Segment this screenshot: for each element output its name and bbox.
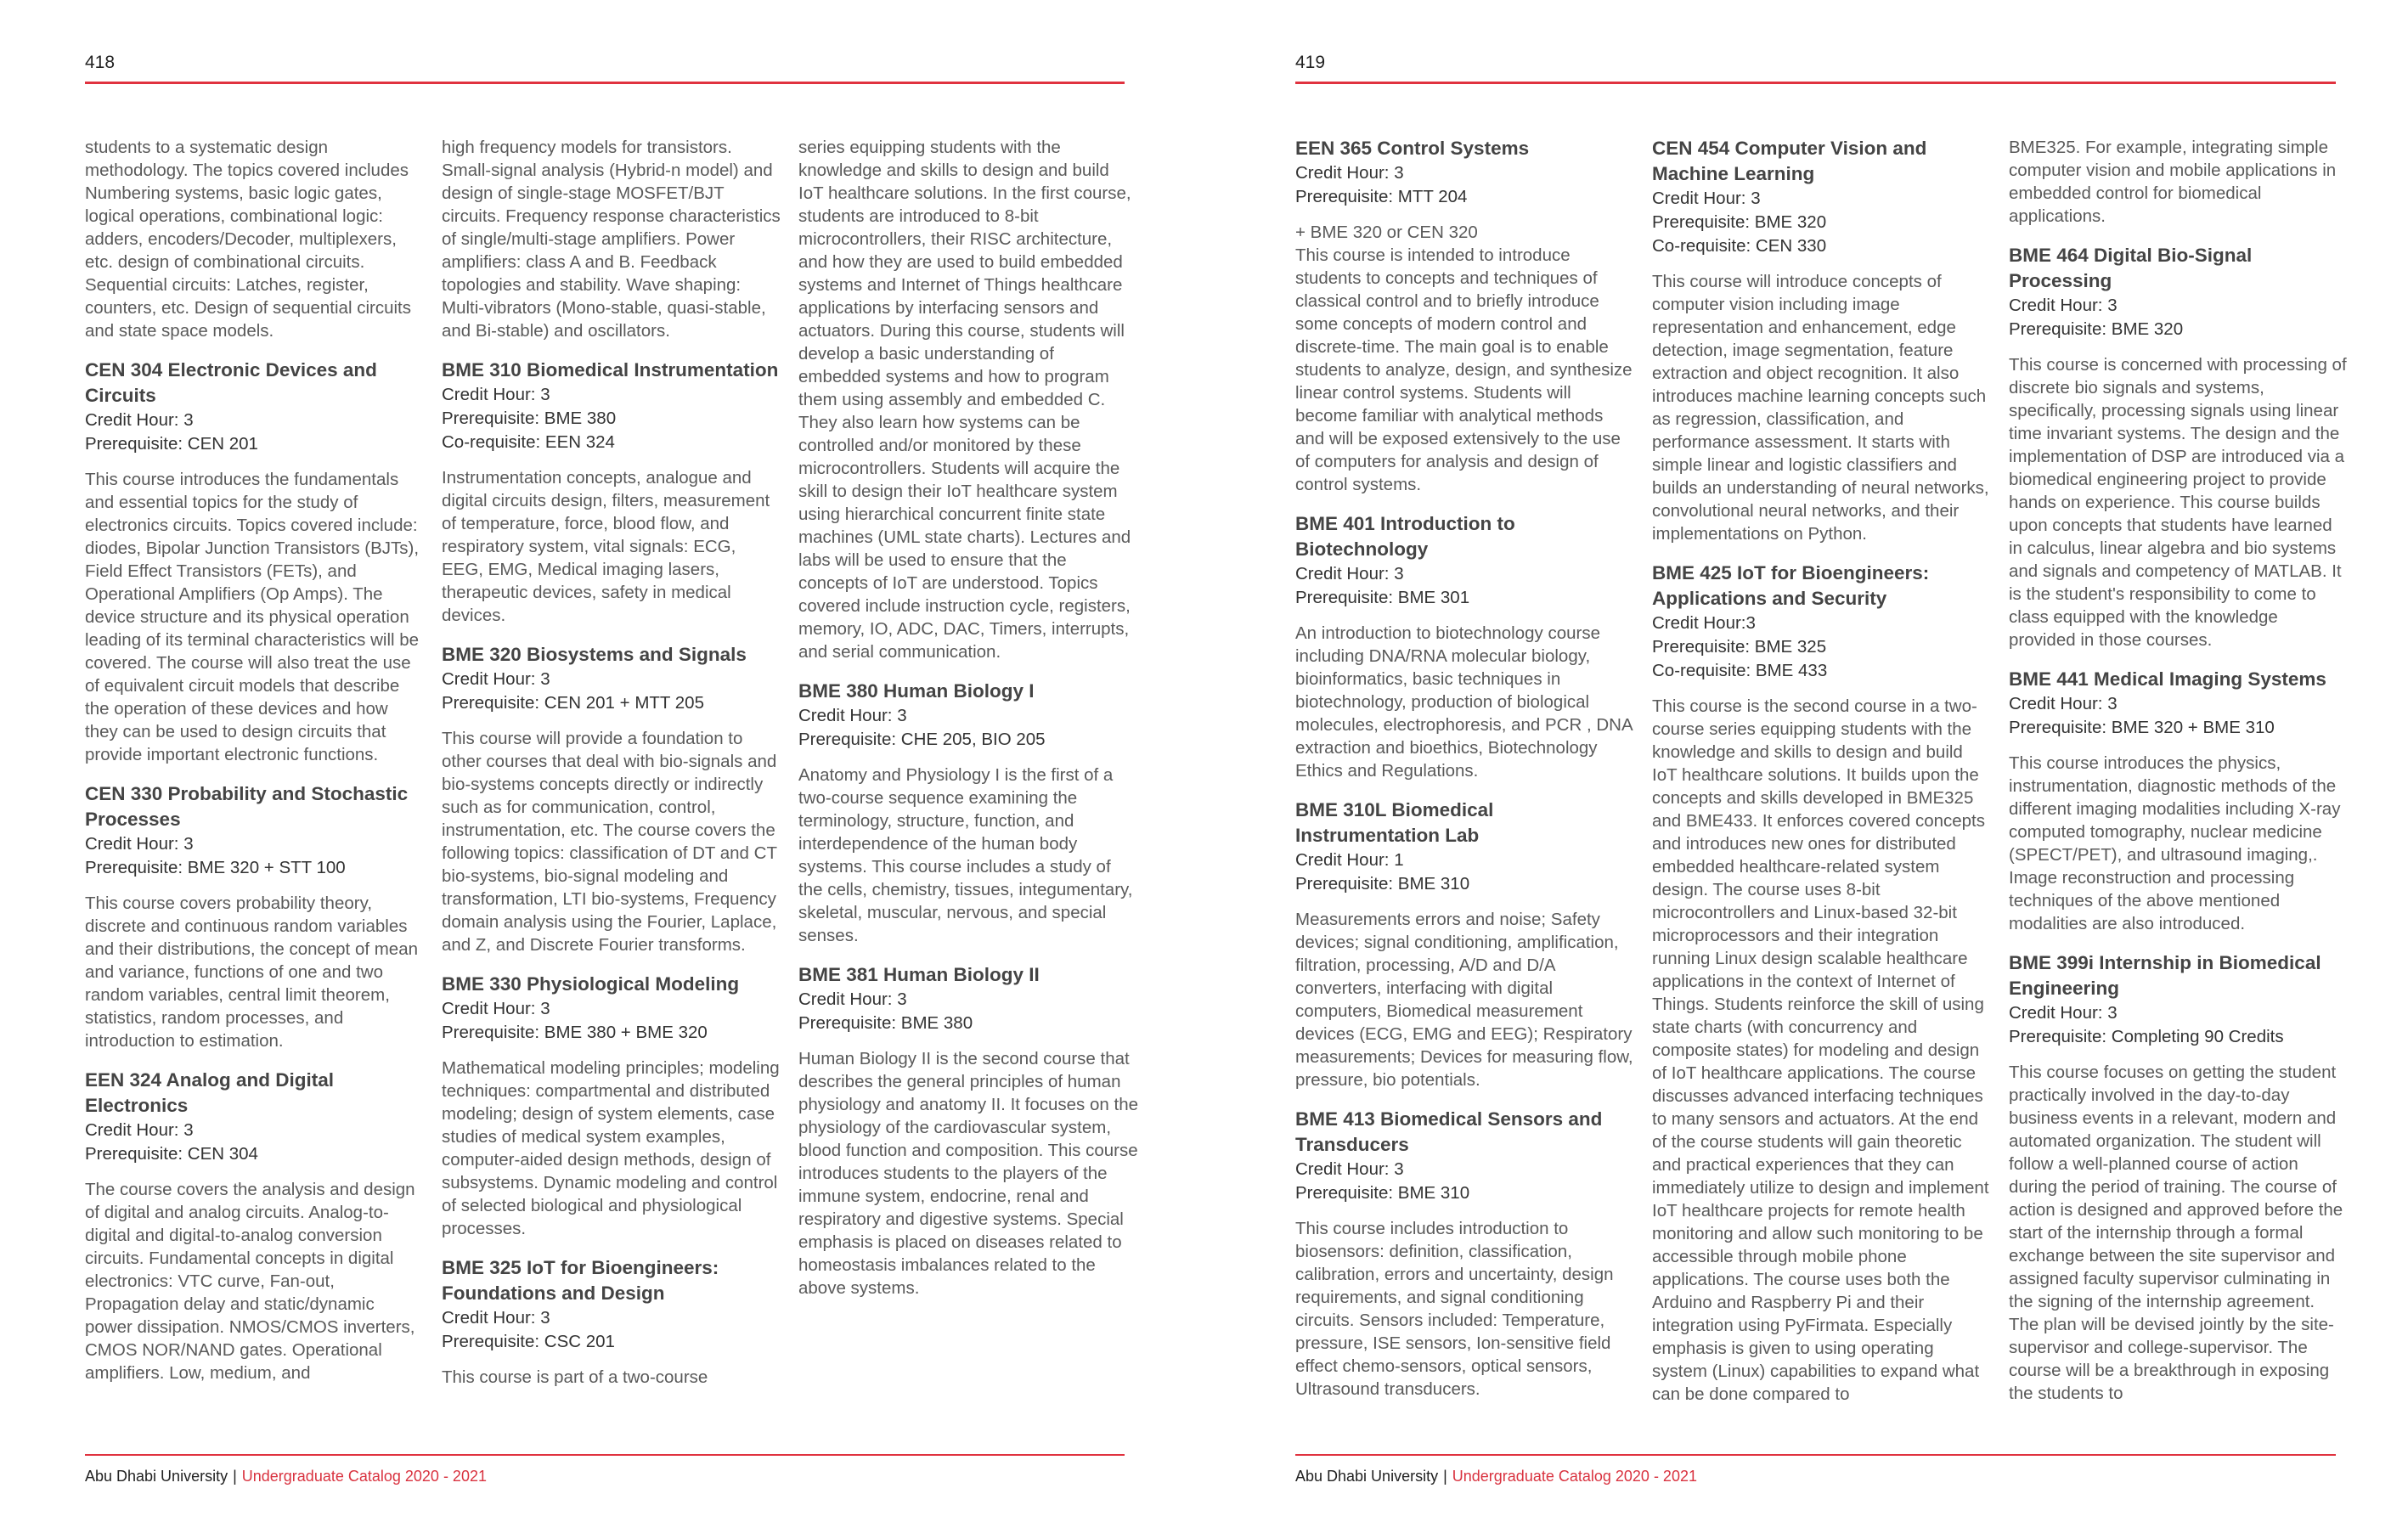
- course-entry: [1652, 136, 1992, 545]
- credit-hours: Credit Hour: 3: [442, 385, 550, 404]
- prerequisite: Prerequisite: BME 301: [1295, 588, 1470, 607]
- course-entry: [85, 781, 425, 1052]
- course-description: The course covers the analysis and design of digital and analog circuits. Analog-to-digital and digital-to-analog conversion circuits. Fundamental concepts in digital electronics: VTC curve, Fan-out, Propagation delay and static/dynamic power dissipation. NMOS/CMOS inverters, CMOS NOR/NAND gates. Operational amplifiers. Low, medium, and: [85, 1180, 415, 1383]
- footer-catalog: Undergraduate Catalog 2020 - 2021: [1452, 1468, 1697, 1485]
- continued-text: students to a systematic design methodology. The topics covered includes Numbering systems, basic logic gates, logical operations, combinational logic: adders, encoders/Decoder, multiplexers, etc. design of combinational circuits. Sequential circuits: Latches, register, counters, etc. Design of sequential circuits and state space models.: [85, 138, 411, 341]
- prerequisite: Prerequisite: Completing 90 Credits: [2009, 1027, 2284, 1046]
- course-entry: [2009, 667, 2349, 935]
- course-description: Anatomy and Physiology I is the first of a two-course sequence examining the terminology, structure, function, and interdependence of the human body systems. This course includes a study of the cells, chemistry, tissues, integumentary, skeletal, muscular, nervous, and special senses.: [798, 765, 1133, 945]
- course-entry: [442, 1255, 781, 1389]
- prerequisite: Prerequisite: BME 320 + STT 100: [85, 858, 346, 877]
- column-3: [2009, 136, 2349, 1420]
- course-title: BME 330 Physiological Modeling: [442, 973, 740, 995]
- credit-hours: Credit Hour: 3: [1295, 564, 1404, 583]
- prerequisite: Prerequisite: CEN 201 + MTT 205: [442, 693, 704, 713]
- column-2: [442, 136, 781, 1404]
- footer-rule: [85, 1454, 1125, 1456]
- credit-hours: Credit Hour: 3: [442, 669, 550, 689]
- credit-hours: Credit Hour: 3: [442, 999, 550, 1018]
- footer-catalog: Undergraduate Catalog 2020 - 2021: [241, 1468, 487, 1485]
- credit-hours: Credit Hour: 3: [85, 410, 194, 430]
- footer: [85, 1468, 487, 1485]
- course-title: CEN 330 Probability and Stochastic Processes: [85, 783, 409, 830]
- prerequisite: Prerequisite: BME 380 + BME 320: [442, 1023, 708, 1042]
- course-description: This course will provide a foundation to other courses that deal with bio-signals and bio-systems concepts directly or indirectly such as for communication, control, instrumentation, etc. The course covers the following topics: classification of DT and CT bio-systems, bio-signal modeling and transformation, LTI bio-systems, Frequency domain analysis using the Fourier, Laplace, and Z, and Discrete Fourier transforms.: [442, 729, 777, 955]
- column-1: [85, 136, 425, 1400]
- credit-hours: Credit Hour: 3: [1652, 189, 1761, 208]
- course-description: This course is part of a two-course: [442, 1367, 708, 1387]
- header-rule: [1295, 82, 2336, 84]
- course-entry: [2009, 243, 2349, 651]
- course-entry: [442, 972, 781, 1240]
- course-title: CEN 304 Electronic Devices and Circuits: [85, 359, 377, 406]
- course-description: This course includes introduction to biosensors: definition, classification, calibration, errors and uncertainty, design requirements, and signal conditioning circuits. Sensors included: Temperature, pressure, ISE sensors, Ion-sensitive field effect chemo-sensors, optical sensors, Ultrasound transducers.: [1295, 1219, 1614, 1399]
- column-2: [1652, 136, 1992, 1421]
- credit-hours: Credit Hour:3: [1652, 613, 1756, 633]
- course-title: CEN 454 Computer Vision and Machine Learning: [1652, 138, 1927, 184]
- footer-university: Abu Dhabi University: [85, 1468, 228, 1485]
- course-title: BME 425 IoT for Bioengineers: Applications and Security: [1652, 562, 1930, 609]
- footer-separator: |: [1443, 1468, 1447, 1485]
- prerequisite: Prerequisite: BME 380: [798, 1013, 973, 1033]
- prerequisite-continued: + BME 320 or CEN 320: [1295, 223, 1478, 242]
- course-entry: [85, 358, 425, 766]
- course-title: BME 464 Digital Bio-Signal Processing: [2009, 245, 2253, 291]
- prerequisite: Prerequisite: BME 310: [1295, 1183, 1470, 1203]
- footer-rule: [1295, 1454, 2336, 1456]
- course-title: BME 310L Biomedical Instrumentation Lab: [1295, 799, 1494, 846]
- course-entry: [798, 962, 1138, 1299]
- course-description: Instrumentation concepts, analogue and digital circuits design, filters, measurement of temperature, force, blood flow, and respiratory system, vital signals: ECG, EEG, EMG, Medical imaging lasers, therapeutic devices, safety in medical devices.: [442, 468, 770, 625]
- course-description: Mathematical modeling principles; modeling techniques: compartmental and distributed modeling; design of system elements, case studies of medical system examples, computer-aided design methods, design of subsystems. Dynamic modeling and control of selected biological and physiological processes.: [442, 1058, 780, 1238]
- credit-hours: Credit Hour: 3: [2009, 694, 2118, 713]
- course-description: Human Biology II is the second course that describes the general principles of human physiology and anatomy II. It focuses on the physiology of the cardiovascular system, blood function and composition. This course introduces students to the players of the immune system, endocrine, renal and respiratory and digestive systems. Special emphasis is placed on diseases related to homeostasis imbalances related to the above systems.: [798, 1049, 1138, 1298]
- credit-hours: Credit Hour: 3: [85, 1120, 194, 1140]
- course-entry: [442, 358, 781, 627]
- course-entry: [2009, 950, 2349, 1405]
- column-3: [798, 136, 1138, 1315]
- course-entry: [1295, 798, 1635, 1091]
- continued-text: BME325. For example, integrating simple computer vision and mobile applications in embedded control for biomedical applications.: [2009, 138, 2337, 226]
- course-entry: [1295, 1107, 1635, 1401]
- course-description: An introduction to biotechnology course including DNA/RNA molecular biology, bioinformatics, basic techniques in biotechnology, production of biological molecules, electrophoresis, and PCR , DNA extraction and bioethics, Biotechnology Ethics and Regulations.: [1295, 623, 1633, 781]
- corequisite: Co-requisite: EEN 324: [442, 432, 615, 452]
- prerequisite: Prerequisite: BME 320: [1652, 212, 1827, 232]
- continued-text: series equipping students with the knowledge and skills to design and build IoT healthcare solutions. In the first course, students are introduced to 8-bit microcontrollers, their RISC architecture, and how they are used to build embedded systems and Internet of Things healthcare applications by interfacing sensors and actuators. During this course, students will develop a basic understanding of embedded systems and how to program them using assembly and embedded C. They also learn how systems can be controlled and/or monitored by these microcontrollers. Students will acquire the skill to design their IoT healthcare system using hierarchical concurrent finite state machines (UML state charts). Lectures and labs will be used to ensure that the concepts of IoT are understood. Topics covered include instruction cycle, registers, memory, IO, ADC, DAC, Timers, interrupts, and serial communication.: [798, 138, 1131, 662]
- course-title: EEN 365 Control Systems: [1295, 138, 1530, 159]
- credit-hours: Credit Hour: 3: [1295, 163, 1404, 183]
- course-description: This course is the second course in a two-course series equipping students with the knowledge and skills to design and build IoT healthcare solutions. It builds upon the concepts and skills developed in BME325 and BME433. It enforces covered concepts and introduces new ones for distributed embedded healthcare-related system design. The course uses 8-bit microcontrollers and Linux-based 32-bit microprocessors and their integration running Linux design scalable healthcare applications in the context of Internet of Things. Students reinforce the skill of using state charts (with concurrency and composite states) for modeling and design of IoT healthcare applications. The course discusses advanced interfacing techniques to many sensors and actuators. At the end of the course students will gain theoretic and practical experiences that they can immediately utilize to design and implement IoT healthcare projects for remote health monitoring and allow such monitoring to be accessible through mobile phone applications. The course uses both the Arduino and Raspberry Pi and their integration using PyFirmata. Especially emphasis is given to using operating system (Linux) capabilities to expand what can be done compared to: [1652, 696, 1989, 1404]
- credit-hours: Credit Hour: 3: [2009, 296, 2118, 315]
- prerequisite: Prerequisite: BME 310: [1295, 874, 1470, 894]
- page-number: 419: [1295, 53, 1326, 72]
- course-entry: [1295, 511, 1635, 782]
- course-title: BME 413 Biomedical Sensors and Transducers: [1295, 1108, 1603, 1155]
- course-title: BME 401 Introduction to Biotechnology: [1295, 513, 1515, 560]
- footer-university: Abu Dhabi University: [1295, 1468, 1439, 1485]
- prerequisite: Prerequisite: CHE 205, BIO 205: [798, 730, 1046, 749]
- course-title: EEN 324 Analog and Digital Electronics: [85, 1069, 334, 1116]
- page-number: 418: [85, 53, 116, 72]
- course-description: This course will introduce concepts of computer vision including image representation and enhancement, edge detection, image segmentation, feature extraction and object recognition. It also introduces machine learning concepts such as regression, classification, and performance assessment. It starts with simple linear and logistic classifiers and builds an understanding of neural networks, convolutional neural networks, and their implementations on Python.: [1652, 272, 1989, 544]
- credit-hours: Credit Hour: 3: [1295, 1159, 1404, 1179]
- prerequisite: Prerequisite: BME 325: [1652, 637, 1827, 657]
- header-rule: [85, 82, 1125, 84]
- credit-hours: Credit Hour: 3: [85, 834, 194, 854]
- course-description: This course covers probability theory, discrete and continuous random variables and their distributions, the concept of mean and variance, functions of one and two random variables, central limit theorem, statistics, random processes, and introduction to estimation.: [85, 894, 419, 1051]
- course-entry: [1652, 561, 1992, 1406]
- course-entry: [85, 1068, 425, 1384]
- prerequisite: Prerequisite: BME 320: [2009, 319, 2184, 339]
- column-1: [1295, 136, 1635, 1416]
- course-description: This course introduces the physics, instrumentation, diagnostic methods of the different imaging modalities including X-ray computed tomography, nuclear medicine (SPECT/PET), and ultrasound imaging,. Image reconstruction and processing techniques of the above mentioned modalities are also introduced.: [2009, 753, 2341, 933]
- footer: [1295, 1468, 1697, 1485]
- credit-hours: Credit Hour: 3: [442, 1308, 550, 1328]
- course-description: This course is intended to introduce students to concepts and techniques of classical control and to briefly introduce some concepts of modern control and discrete-time. The main goal is to enable students to analyze, design, and synthesize linear control systems. Students will become familiar with analytical methods and will be exposed extensively to the use of computers for analysis and design of control systems.: [1295, 245, 1633, 494]
- course-entry: [798, 679, 1138, 947]
- course-description: This course is concerned with processing of discrete bio signals and systems, specifically, processing signals using linear time invariant systems. The design and the implementation of DSP are introduced via a biomedical engineering project to provide hands on experience. This course builds upon concepts that students have learned in calculus, linear algebra and bio systems and signals and competency of MATLAB. It is the student's responsibility to come to class equipped with the knowledge provided in those courses.: [2009, 355, 2347, 650]
- continued-text: high frequency models for transistors. Small-signal analysis (Hybrid-n model) and design of single-stage MOSFET/BJT circuits. Frequency response characteristics of single/multi-stage amplifiers. Power amplifiers: class A and B. Feedback topologies and stability. Wave shaping: Multi-vibrators (Mono-stable, quasi-stable, and Bi-stable) and oscillators.: [442, 138, 781, 341]
- credit-hours: Credit Hour: 3: [2009, 1003, 2118, 1023]
- course-title: BME 380 Human Biology I: [798, 680, 1035, 702]
- prerequisite: Prerequisite: BME 320 + BME 310: [2009, 718, 2275, 737]
- course-title: BME 320 Biosystems and Signals: [442, 644, 747, 665]
- course-title: BME 399i Internship in Biomedical Engineering: [2009, 952, 2321, 999]
- course-title: BME 441 Medical Imaging Systems: [2009, 668, 2326, 690]
- course-entry: [1295, 136, 1635, 496]
- course-title: BME 310 Biomedical Instrumentation: [442, 359, 779, 381]
- course-title: BME 325 IoT for Bioengineers: Foundations and Design: [442, 1257, 719, 1304]
- course-description: This course introduces the fundamentals and essential topics for the study of electronics circuits. Topics covered include: diodes, Bipolar Junction Transistors (BJTs), Field Effect Transistors (FETs), and Operational Amplifiers (Op Amps). The device structure and its physical operation leading of its terminal characteristics will be covered. The course will also treat the use of equivalent circuit models that describe the operation of these devices and how they can be used to design circuits that provide important electronic functions.: [85, 470, 420, 764]
- course-entry: [442, 642, 781, 956]
- prerequisite: Prerequisite: BME 380: [442, 409, 617, 428]
- footer-separator: |: [233, 1468, 237, 1485]
- corequisite: Co-requisite: BME 433: [1652, 661, 1828, 680]
- course-description: This course focuses on getting the student practically involved in the day-to-day business events in a relevant, modern and automated organization. The student will follow a well-planned course of action during the period of training. The course of action is designed and approved before the start of the internship through a formal exchange between the site supervisor and assigned faculty supervisor culminating in the signing of the internship agreement. The plan will be devised jointly by the site-supervisor and college-supervisor. The course will be a breakthrough in exposing the students to: [2009, 1063, 2343, 1403]
- prerequisite: Prerequisite: CEN 201: [85, 434, 258, 454]
- credit-hours: Credit Hour: 3: [798, 989, 907, 1009]
- credit-hours: Credit Hour: 3: [798, 706, 907, 725]
- prerequisite: Prerequisite: MTT 204: [1295, 187, 1468, 206]
- prerequisite: Prerequisite: CEN 304: [85, 1144, 258, 1164]
- right-page: [1204, 0, 2408, 1539]
- credit-hours: Credit Hour: 1: [1295, 850, 1404, 870]
- course-description: Measurements errors and noise; Safety devices; signal conditioning, amplification, filtration, processing, A/D and D/A converters, interfacing with digital computers, Biomedical measurement devices (ECG, EMG and EEG); Respiratory measurements; Devices for measuring flow, pressure, bio potentials.: [1295, 910, 1633, 1090]
- corequisite: Co-requisite: CEN 330: [1652, 236, 1827, 256]
- course-title: BME 381 Human Biology II: [798, 964, 1040, 985]
- prerequisite: Prerequisite: CSC 201: [442, 1332, 615, 1351]
